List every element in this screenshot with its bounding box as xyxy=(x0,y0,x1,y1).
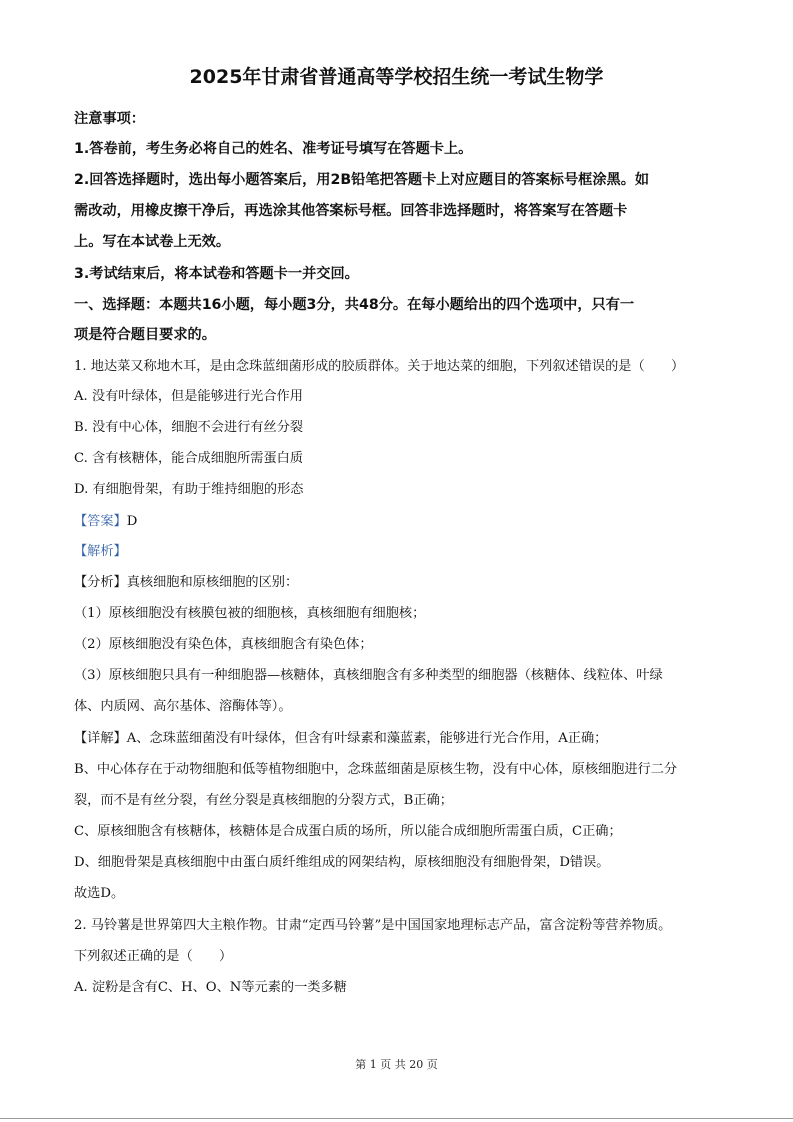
notice-item-2-cont: 需改动，用橡皮擦干净后，再选涂其他答案标号框。回答非选择题时，将答案写在答题卡 xyxy=(74,203,628,219)
analysis-line: 裂，而不是有丝分裂，有丝分裂是真核细胞的分裂方式，B正确； xyxy=(74,793,453,808)
notice-item-2: 2.回答选择题时，选出每小题答案后，用2B铅笔把答题卡上对应题目的答案标号框涂黑。如 xyxy=(74,172,650,188)
analysis-tag: 【解析】 xyxy=(74,544,127,559)
page-title: 2025年甘肃省普通高等学校招生统一考试生物学 xyxy=(189,66,604,88)
analysis-line: 体、内质网、高尔基体、溶酶体等）。 xyxy=(74,699,292,714)
q1-answer xyxy=(74,512,137,532)
analysis-line: 【详解】A、念珠蓝细菌没有叶绿体，但含有叶绿素和藻蓝素，能够进行光合作用，A正确； xyxy=(74,731,608,746)
q2-stem: 2. 马铃薯是世界第四大主粮作物。甘肃“定西马铃薯”是中国国家地理标志产品，富含淀粉等营养物质。 xyxy=(74,918,672,933)
notice-item-1: 1.答卷前，考生务必将自己的姓名、准考证号填写在答题卡上。 xyxy=(74,141,473,157)
q2-option-a: A. 淀粉是含有C、H、O、N等元素的一类多糖 xyxy=(74,980,347,995)
notice-item-2-cont2: 上。写在本试卷上无效。 xyxy=(74,234,231,250)
q1-option-a: A. 没有叶绿体，但是能够进行光合作用 xyxy=(74,389,303,404)
q1-option-c: C. 含有核糖体，能合成细胞所需蛋白质 xyxy=(74,451,304,466)
page-footer: 第 1 页 共 20 页 xyxy=(355,1058,438,1071)
answer-value: D xyxy=(126,514,138,529)
bottom-divider xyxy=(0,1118,793,1119)
q1-stem: 1. 地达菜又称地木耳，是由念珠蓝细菌形成的胶质群体。关于地达菜的细胞，下列叙述错误的是（ ） xyxy=(74,359,685,374)
notice-heading: 注意事项： xyxy=(74,111,145,127)
analysis-line: （3）原核细胞只具有一种细胞器—核糖体，真核细胞含有多种类型的细胞器（核糖体、线粒体、叶绿 xyxy=(74,668,663,683)
answer-tag: 【答案】 xyxy=(74,514,127,529)
analysis-line: 【分析】真核细胞和原核细胞的区别： xyxy=(74,575,299,590)
analysis-line: （2）原核细胞没有染色体，真核细胞含有染色体； xyxy=(74,637,373,652)
section-heading: 一、选择题：本题共16小题，每小题3分，共48分。在每小题给出的四个选项中，只有一 xyxy=(74,297,635,313)
analysis-line: D、细胞骨架是真核细胞中由蛋白质纤维组成的网架结构，原核细胞没有细胞骨架，D错误。 xyxy=(74,855,610,870)
q1-option-d: D. 有细胞骨架，有助于维持细胞的形态 xyxy=(74,482,304,497)
notice-item-3: 3.考试结束后，将本试卷和答题卡一并交回。 xyxy=(74,266,359,282)
q2-stem-cont: 下列叙述正确的是（ ） xyxy=(74,949,233,964)
analysis-line: B、中心体存在于动物细胞和低等植物细胞中，念珠蓝细菌是原核生物，没有中心体，原核细胞进行二分 xyxy=(74,762,678,777)
analysis-line: C、原核细胞含有核糖体，核糖体是合成蛋白质的场所，所以能合成细胞所需蛋白质，C正确； xyxy=(74,824,622,839)
section-heading-cont: 项是符合题目要求的。 xyxy=(74,327,216,343)
analysis-line: 故选D。 xyxy=(74,886,125,901)
analysis-line: （1）原核细胞没有核膜包被的细胞核，真核细胞有细胞核； xyxy=(74,606,426,621)
q1-option-b: B. 没有中心体，细胞不会进行有丝分裂 xyxy=(74,420,304,435)
